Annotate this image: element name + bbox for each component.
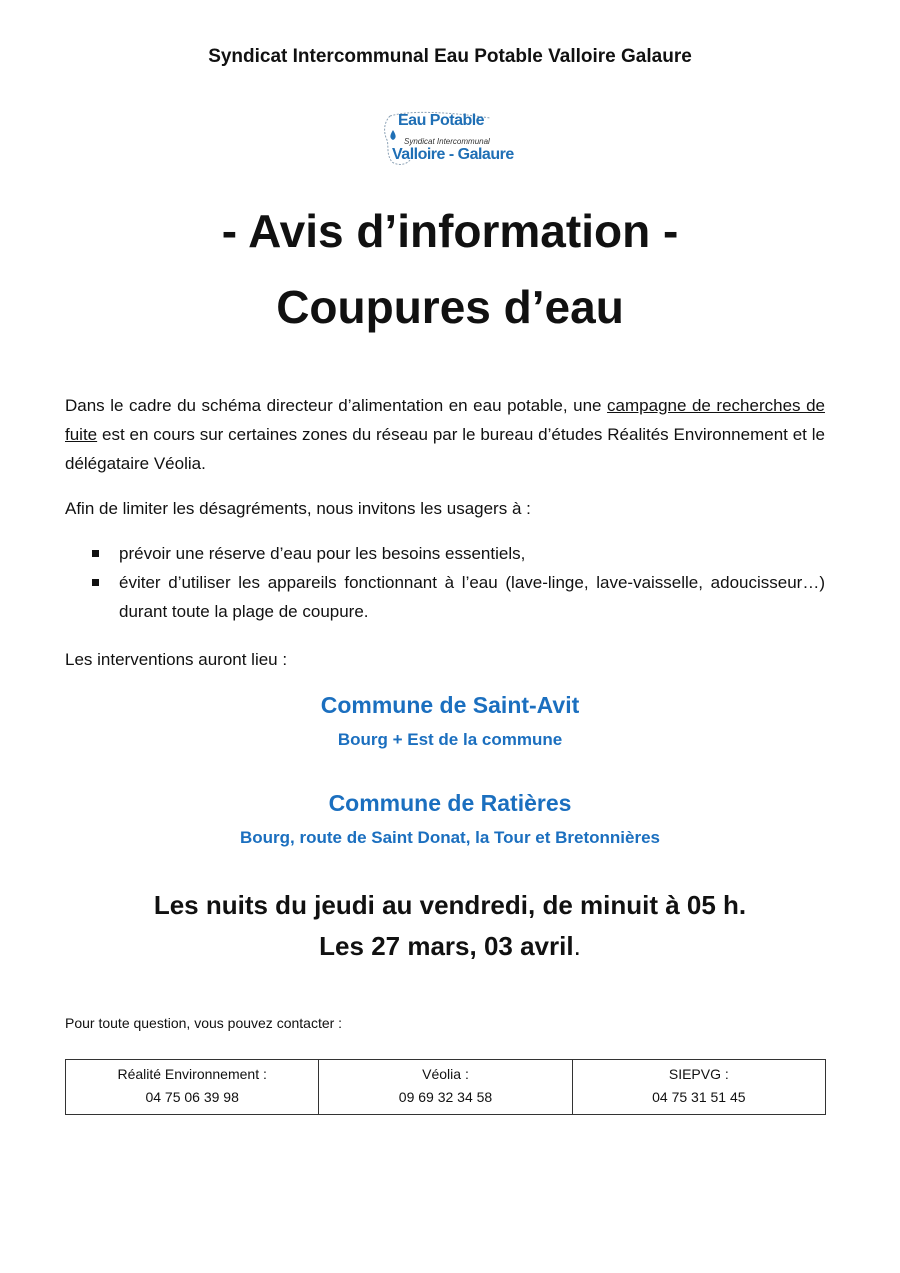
intro-text-after: est en cours sur certaines zones du réseau par le bureau d’études Réalités Environnement et le délégataire Véolia. bbox=[65, 425, 825, 473]
advice-list bbox=[65, 539, 825, 626]
contacts-table bbox=[65, 1059, 826, 1115]
commune-area: Bourg + Est de la commune bbox=[337, 730, 563, 749]
schedule-line-2 bbox=[0, 931, 900, 962]
intro-paragraph bbox=[65, 391, 825, 478]
logo-line-1: Eau Potable bbox=[398, 112, 485, 129]
list-item bbox=[65, 539, 825, 568]
square-bullet-icon bbox=[92, 579, 99, 586]
logo-line-2: Syndicat Intercommunal bbox=[404, 137, 490, 146]
advice-text: prévoir une réserve d’eau pour les besoins essentiels, bbox=[119, 544, 526, 563]
syndicate-logo bbox=[380, 108, 515, 170]
contact-cell bbox=[572, 1060, 825, 1115]
title-line-2: Coupures d’eau bbox=[276, 281, 624, 333]
contact-intro: Pour toute question, vous pouvez contacter : bbox=[65, 1015, 343, 1031]
square-bullet-icon bbox=[92, 550, 99, 557]
title-line-1: - Avis d’information - bbox=[221, 205, 679, 257]
list-item bbox=[65, 568, 825, 626]
advice-text: éviter d’utiliser les appareils fonctionnant à l’eau (lave-linge, lave-vaisselle, adoucisseur…) durant toute la plage de coupure. bbox=[119, 573, 825, 621]
contact-label: Véolia : bbox=[422, 1066, 469, 1082]
schedule-period: . bbox=[573, 931, 581, 961]
commune-area: Bourg, route de Saint Donat, la Tour et Bretonnières bbox=[239, 828, 660, 847]
commune-name: Commune de Ratières bbox=[328, 790, 572, 816]
contact-phone: 04 75 06 39 98 bbox=[145, 1089, 239, 1105]
interventions-paragraph: Les interventions auront lieu : bbox=[65, 650, 288, 669]
schedule-line-1: Les nuits du jeudi au vendredi, de minuit à 05 h. bbox=[153, 890, 747, 920]
contact-cell bbox=[66, 1060, 319, 1115]
campaign-link-text: campagne de recherches de fuite bbox=[65, 396, 825, 444]
invite-paragraph: Afin de limiter les désagréments, nous invitons les usagers à : bbox=[65, 499, 531, 518]
contact-cell bbox=[319, 1060, 572, 1115]
intro-text-before: Dans le cadre du schéma directeur d’alimentation en eau potable, une bbox=[65, 396, 608, 415]
contact-phone: 09 69 32 34 58 bbox=[398, 1089, 493, 1105]
commune-name: Commune de Saint-Avit bbox=[320, 692, 580, 718]
contact-label: SIEPVG : bbox=[668, 1066, 729, 1082]
logo-line-3: Valloire - Galaure bbox=[392, 146, 514, 163]
schedule-dates: Les 27 mars, 03 avril bbox=[319, 931, 574, 961]
table-row bbox=[66, 1060, 826, 1115]
contact-phone: 04 75 31 51 45 bbox=[652, 1089, 746, 1105]
water-drop-icon bbox=[390, 130, 395, 140]
organization-name: Syndicat Intercommunal Eau Potable Valloire Galaure bbox=[208, 46, 692, 67]
contact-label: Réalité Environnement : bbox=[117, 1066, 267, 1082]
